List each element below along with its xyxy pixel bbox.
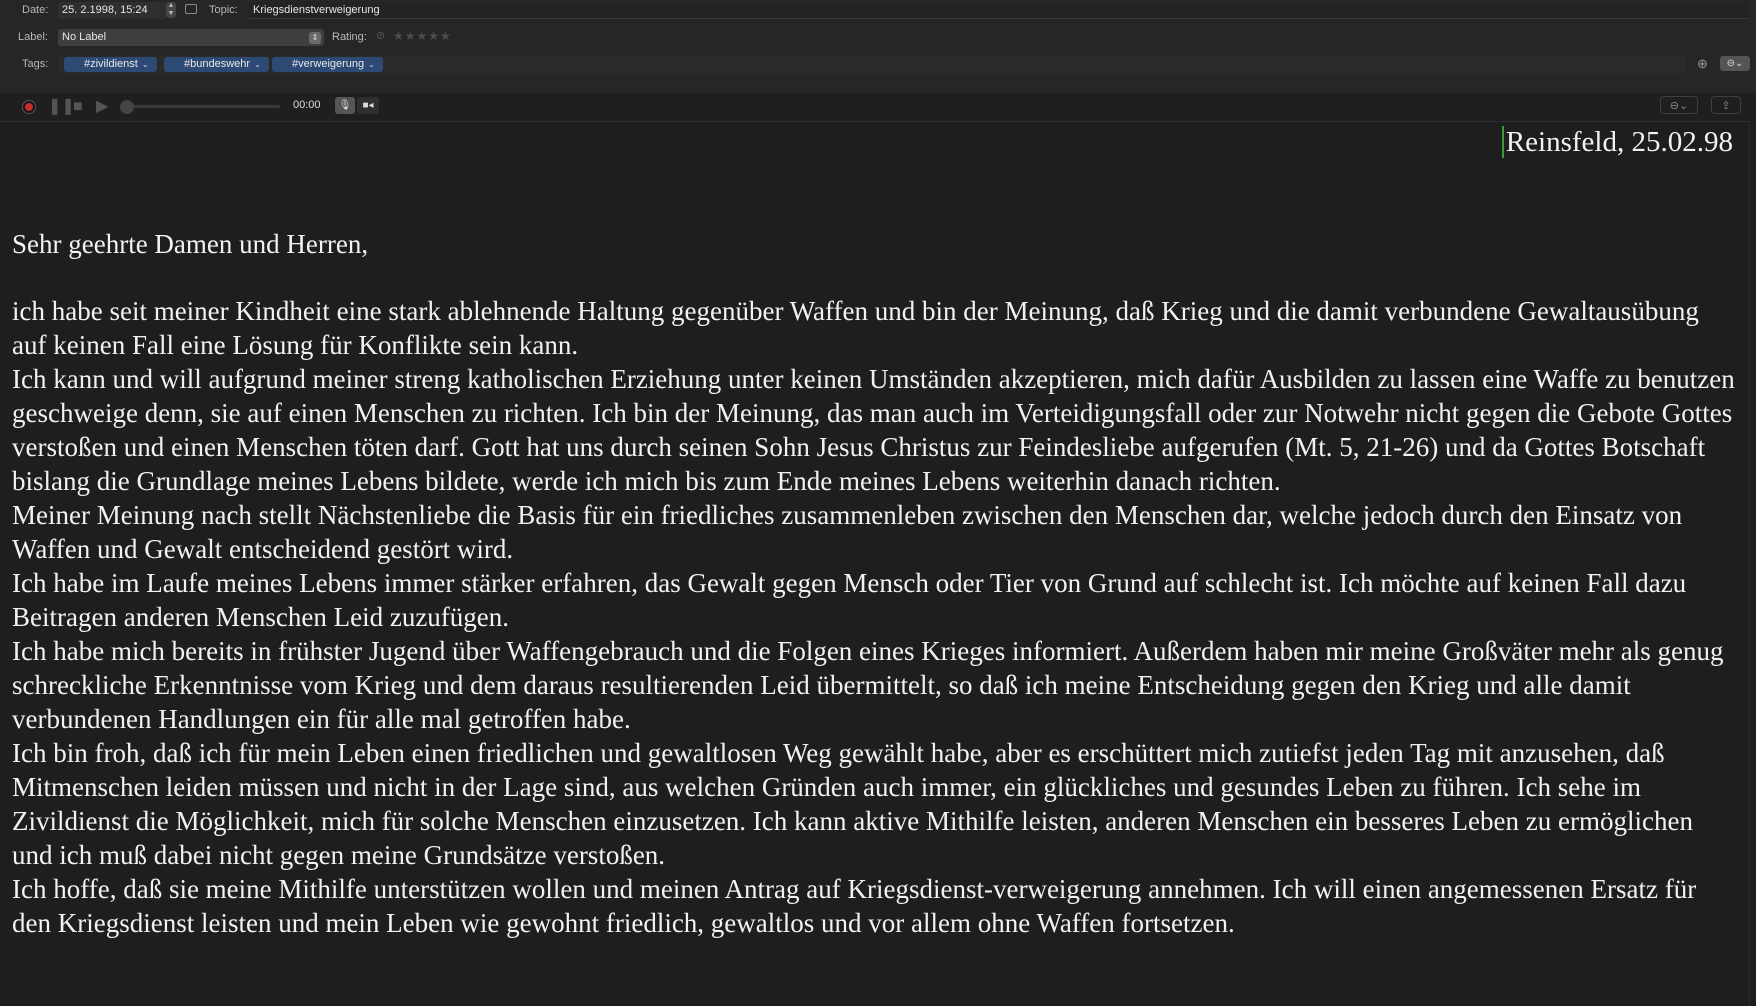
metadata-panel — [0, 0, 1756, 94]
paragraph: Ich habe im Laufe meines Lebens immer stärker erfahren, das Gewalt gegen Mensch oder Tier von Grund auf schlecht ist. Ich möchte auf keinen Fall dazu Beitragen anderen Menschen Leid zuzufügen. — [12, 568, 1687, 632]
paragraph: Meiner Meinung nach stellt Nächstenliebe die Basis für ein friedliches zusammenleben zwischen den Menschen dar, welche jedoch durch den Einsatz von Waffen und Gewalt entscheidend gestört wird. — [12, 500, 1683, 564]
date-label: Date: — [22, 4, 49, 16]
tag-options-button[interactable]: ⊖⌄ — [1720, 56, 1750, 71]
paragraph: ich habe seit meiner Kindheit eine stark ablehnende Haltung gegenüber Waffen und bin der Meinung, daß Krieg und die damit verbundene Gewaltausübung auf keinen Fall eine Lösung für Konflikte sein kann. — [12, 296, 1699, 360]
pause-icon[interactable]: ❚❚ — [48, 98, 75, 115]
chevron-down-icon: ⌄ — [254, 60, 261, 69]
document-editor[interactable] — [12, 121, 1742, 1006]
play-icon[interactable]: ▶ — [96, 98, 109, 115]
paragraph: Ich hoffe, daß sie meine Mithilfe unterstützen wollen und meinen Antrag auf Kriegsdienst-verweigerung annehmen. Ich will einen angemessenen Ersatz für den Kriegsdienst leisten und mein Leben wie gewohnt friedlich, gewaltlos und vor allem ohne Waffen fortsetzen. — [12, 874, 1697, 938]
chevron-updown-icon[interactable]: ⇕ — [309, 32, 321, 44]
share-icon[interactable]: ⇪ — [1711, 96, 1741, 114]
text-cursor — [1502, 126, 1504, 158]
date-field[interactable]: 25. 2.1998, 15:24 — [58, 2, 166, 19]
tags-label: Tags: — [22, 58, 49, 70]
stop-icon[interactable]: ■ — [73, 98, 83, 115]
tag-text: #bundeswehr — [184, 58, 251, 70]
topic-label: Topic: — [209, 4, 238, 16]
date-stepper[interactable]: ▲ ▼ — [167, 2, 175, 17]
view-options-button[interactable]: ⊖⌄ — [1660, 96, 1698, 114]
tag-text: #verweigerung — [292, 58, 365, 70]
label-select[interactable]: No Label — [58, 29, 324, 46]
rating-clear-icon[interactable]: ⊘ — [376, 30, 387, 42]
rating-stars[interactable]: ★★★★★ — [393, 29, 452, 43]
paragraph: Ich kann und will aufgrund meiner streng katholischen Erziehung unter keinen Umständen akzeptieren, mich dafür Ausbilden zu lassen eine Waffe zu benutzen geschweige denn, sie auf einen Menschen zu richten. Ich bin der Meinung, das man auch im Verteidigungsfall oder zur Notwehr nicht gegen die Gebote Gottes verstoßen und einen Menschen töten darf. Gott hat uns durch seinen Sohn Jesus Christus zur Feindesliebe aufgerufen (Mt. 5, 21-26) und da Gottes Botschaft bislang die Grundlage meines Lebens bildete, werde ich mich bis zum Ende meines Lebens weiterhin danach richten. — [12, 364, 1735, 496]
tag-zivildienst[interactable] — [64, 57, 157, 72]
video-camera-icon[interactable]: ■◂ — [357, 97, 379, 114]
chevron-down-icon: ⌄ — [141, 60, 149, 69]
microphone-icon[interactable]: 🎙 — [335, 97, 355, 114]
chevron-down-icon: ⌄ — [368, 60, 375, 69]
media-toolbar — [0, 93, 1756, 122]
place-date-line — [1506, 125, 1733, 159]
add-tag-icon[interactable]: ⊕ — [1697, 56, 1708, 71]
letter-body — [12, 294, 1737, 940]
playback-knob[interactable] — [120, 100, 134, 114]
tag-text: #zivildienst — [84, 58, 138, 70]
record-button[interactable] — [22, 100, 36, 114]
playback-track[interactable] — [126, 105, 280, 108]
paragraph: Ich habe mich bereits in frühster Jugend über Waffengebrauch und die Folgen eines Krieges informiert. Außerdem haben mir meine Großväter mehr als genug schreckliche Erkenntnisse vom Krieg und dem daraus resultierenden Leid übermittelt, so daß ich meine Entscheidung gegen den Krieg und alle damit verbundenen Handlungen ein für alle mal getroffen habe. — [12, 636, 1724, 734]
calendar-icon[interactable] — [185, 4, 197, 14]
place-date-text: Reinsfeld, 25.02.98 — [1505, 126, 1733, 158]
topic-field[interactable]: Kriegsdienstverweigerung — [249, 2, 1749, 19]
tag-bundeswehr[interactable] — [164, 57, 269, 72]
label-label: Label: — [18, 31, 48, 43]
time-display: 00:00 — [293, 99, 321, 111]
salutation: Sehr geehrte Damen und Herren, — [12, 229, 369, 259]
rating-label: Rating: — [332, 31, 367, 43]
scrollbar[interactable] — [1749, 121, 1756, 1006]
paragraph: Ich bin froh, daß ich für mein Leben einen friedlichen und gewaltlosen Weg gewählt habe, aber es erschüttert mich zutiefst jeden Tag mit anzusehen, daß Mitmenschen leiden müssen und nicht in der Lage sind, aus welchen Gründen auch immer, ein glückliches und gesundes Leben zu führen. Ich sehe im Zivildienst die Möglichkeit, mich für solche Menschen einzusetzen. Ich kann aktive Mithilfe leisten, anderen Menschen ein besseres Leben zu ermöglichen und ich muß dabei nicht gegen meine Grundsätze verstoßen. — [12, 738, 1693, 870]
tag-verweigerung[interactable] — [272, 57, 383, 72]
